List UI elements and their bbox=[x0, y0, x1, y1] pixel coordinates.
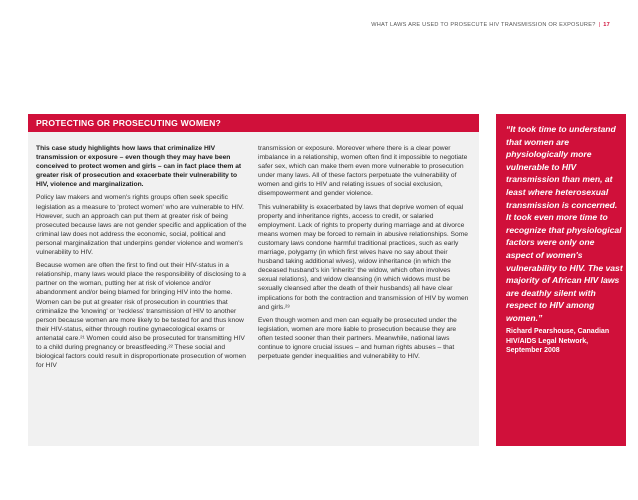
body-paragraph: Because women are often the first to find out their HIV-status in a relationship, many laws would place the responsibility of disclosing to a partner on the woman, putting her at risk of violence and/or abandonment and/or being blamed for bringing HIV into the home. Women can be put at greater risk of prosecution in countries that criminalize the 'knowing' or 'reckless' transmission of HIV to another person because women are more likely to be tested for and thus know their HIV-status, either through routine gynaecological exams or antenatal care.²¹ Women could also be prosecuted for transmitting HIV to a child during pregnancy or breastfeeding.²² These social and biological factors could result in disproportionate prosecution of women for HIV bbox=[36, 262, 247, 370]
pull-quote-attribution bbox=[506, 327, 623, 356]
case-study-banner bbox=[28, 114, 479, 132]
case-study-right-column bbox=[258, 144, 470, 365]
intro-paragraph: This case study highlights how laws that criminalize HIV transmission or exposure – even though they may have been conceived to protect women and girls – can in fact place them at greater risk of prosecution and exacerbate their vulnerability to HIV, violence and marginalization. bbox=[36, 145, 242, 189]
pull-quote-text: “It took time to understand that women are physiologically more vulnerable to HIV transmission than men, at least where heterosexual transmission is concerned. It took even more time to recognize that physiological factors were only one aspect of women's vulnerability to HIV. The vast majority of African HIV laws are deathly silent with respect to HIV among women.” bbox=[506, 124, 623, 323]
page-number: 17 bbox=[603, 22, 610, 28]
case-study-left-column bbox=[36, 144, 248, 374]
body-paragraph: transmission or exposure. Moreover where there is a clear power imbalance in a relationship, women often find it impossible to negotiate safer sex, which can make them even more vulnerable to prosecution under many laws. All of these factors perpetuate the vulnerability of women and girls to HIV and relating issues of social exclusion, disempowerment and gender violence. bbox=[258, 145, 468, 198]
running-header bbox=[371, 22, 610, 28]
body-paragraph: This vulnerability is exacerbated by laws that deprive women of equal property and inheritance rights, access to credit, or salaried employment. Lack of rights to property during marriage and at divorce means women may be forced to remain in abusive relationships. Some customary laws condone harmful traditional practices, such as early marriage, polygamy (in which first wives have no say about their husband taking additional wives), widow inheritance (in which the deceased husband's kin 'inherits' the widow, which often involves sexual relations), and widow cleansing (in which widows must be sexually cleansed after the death of their husbands) all have clear implications for both the contraction and transmission of HIV by women and girls.²³ bbox=[258, 203, 469, 311]
body-paragraph: Even though women and men can equally be prosecuted under the legislation, women are more liable to prosecution because they are often tested sooner than their partners. Meanwhile, national laws continue to ignore crucial issues – and human rights abuses – that perpetuate gender inequalities and vulnerability to HIV. bbox=[258, 316, 457, 361]
body-paragraph: Policy law makers and women's rights groups often seek specific legislation as a measure to 'protect women' who are vulnerable to HIV. However, such an approach can put them at greater risk of being prosecuted because laws are not gender specific and application of the criminal law does not address the economic, social, political and personal marginalization that underpins gender violence and women's vulnerability to HIV. bbox=[36, 194, 247, 257]
case-study-title: PROTECTING OR PROSECUTING WOMEN? bbox=[36, 118, 221, 128]
running-header-title: WHAT LAWS ARE USED TO PROSECUTE HIV TRANSMISSION OR EXPOSURE? bbox=[371, 22, 596, 28]
attribution-date: September 2008 bbox=[506, 347, 560, 355]
attribution-name: Richard Pearshouse, Canadian HIV/AIDS Legal Network, bbox=[506, 328, 610, 345]
header-separator: | bbox=[598, 22, 601, 28]
